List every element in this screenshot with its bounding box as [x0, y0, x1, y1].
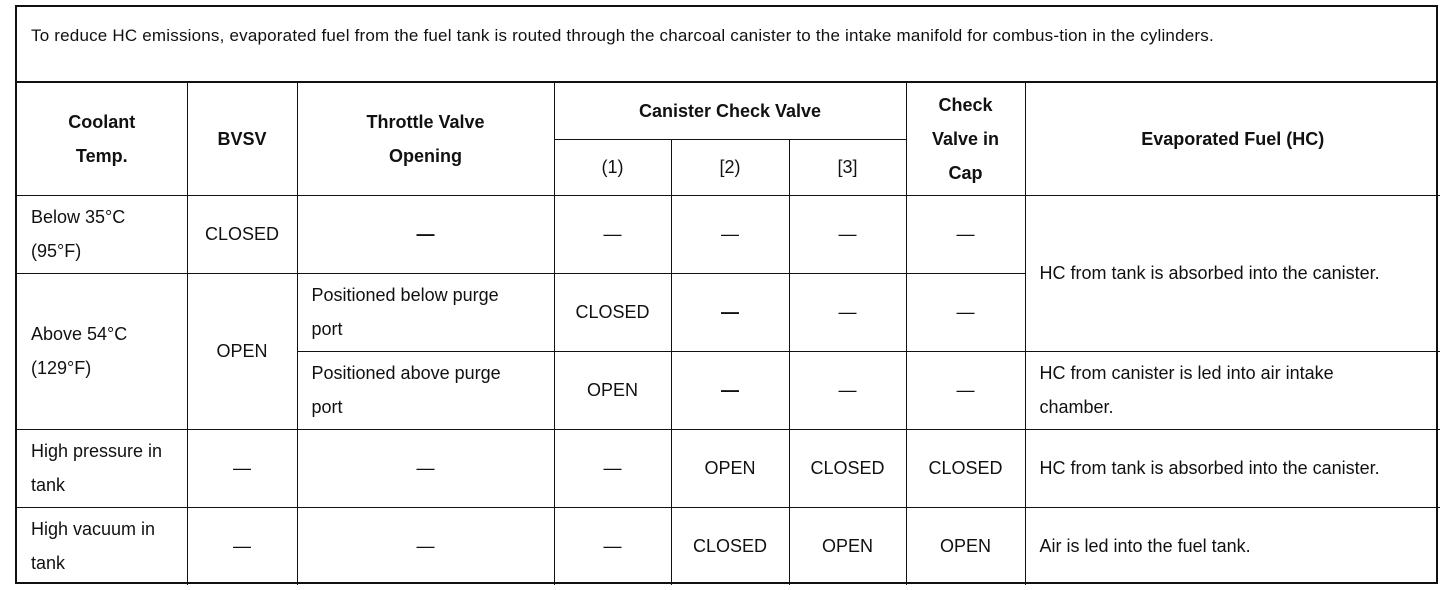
table-row	[17, 429, 1440, 507]
throttle-cell: Positioned below purge port	[297, 273, 554, 351]
fuel-cell: Air is led into the fuel tank.	[1025, 507, 1440, 585]
bvsv-cell: —	[187, 507, 297, 585]
bvsv-cell: —	[187, 429, 297, 507]
cap-cell: CLOSED	[906, 429, 1025, 507]
ccv2-cell: —	[671, 273, 789, 351]
header-throttle-valve: Throttle Valve Opening	[297, 83, 554, 195]
throttle-cell: Positioned above purge port	[297, 351, 554, 429]
coolant-cell: Above 54°C (129°F)	[17, 273, 187, 429]
header-check-valve-cap: Check Valve in Cap	[906, 83, 1025, 195]
bvsv-cell: CLOSED	[187, 195, 297, 273]
throttle-cell: —	[297, 507, 554, 585]
ccv2-cell: OPEN	[671, 429, 789, 507]
throttle-cell: —	[297, 429, 554, 507]
ccv3-cell: CLOSED	[789, 429, 906, 507]
ccv3-cell: OPEN	[789, 507, 906, 585]
coolant-cell: Below 35°C (95°F)	[17, 195, 187, 273]
ccv2-cell: —	[671, 351, 789, 429]
evap-control-table-frame	[15, 5, 1438, 584]
header-evaporated-fuel: Evaporated Fuel (HC)	[1025, 83, 1440, 195]
header-ccv-1: (1)	[554, 139, 671, 195]
intro-text: To reduce HC emissions, evaporated fuel from the fuel tank is routed through the charcoal canister to the intake manifold for combus-tion in the cylinders.	[17, 7, 1436, 83]
bvsv-cell: OPEN	[187, 273, 297, 429]
ccv2-cell: CLOSED	[671, 507, 789, 585]
ccv1-cell: CLOSED	[554, 273, 671, 351]
cap-cell: —	[906, 351, 1025, 429]
fuel-cell: HC from tank is absorbed into the canister.	[1025, 429, 1440, 507]
header-bvsv: BVSV	[187, 83, 297, 195]
table-row	[17, 195, 1440, 273]
ccv1-cell: —	[554, 195, 671, 273]
fuel-cell: HC from tank is absorbed into the canister.	[1025, 195, 1440, 351]
coolant-cell: High vacuum in tank	[17, 507, 187, 585]
throttle-cell: —	[297, 195, 554, 273]
header-canister-check-valve: Canister Check Valve	[554, 83, 906, 139]
ccv3-cell: —	[789, 273, 906, 351]
header-ccv-3: [3]	[789, 139, 906, 195]
ccv2-cell: —	[671, 195, 789, 273]
cap-cell: —	[906, 195, 1025, 273]
ccv3-cell: —	[789, 351, 906, 429]
cap-cell: —	[906, 273, 1025, 351]
fuel-cell: HC from canister is led into air intake chamber.	[1025, 351, 1440, 429]
table-row	[17, 507, 1440, 585]
ccv1-cell: —	[554, 429, 671, 507]
header-ccv-2: [2)	[671, 139, 789, 195]
header-coolant-temp: Coolant Temp.	[17, 83, 187, 195]
ccv3-cell: —	[789, 195, 906, 273]
ccv1-cell: —	[554, 507, 671, 585]
evap-control-table	[17, 83, 1440, 585]
ccv1-cell: OPEN	[554, 351, 671, 429]
coolant-cell: High pressure in tank	[17, 429, 187, 507]
cap-cell: OPEN	[906, 507, 1025, 585]
